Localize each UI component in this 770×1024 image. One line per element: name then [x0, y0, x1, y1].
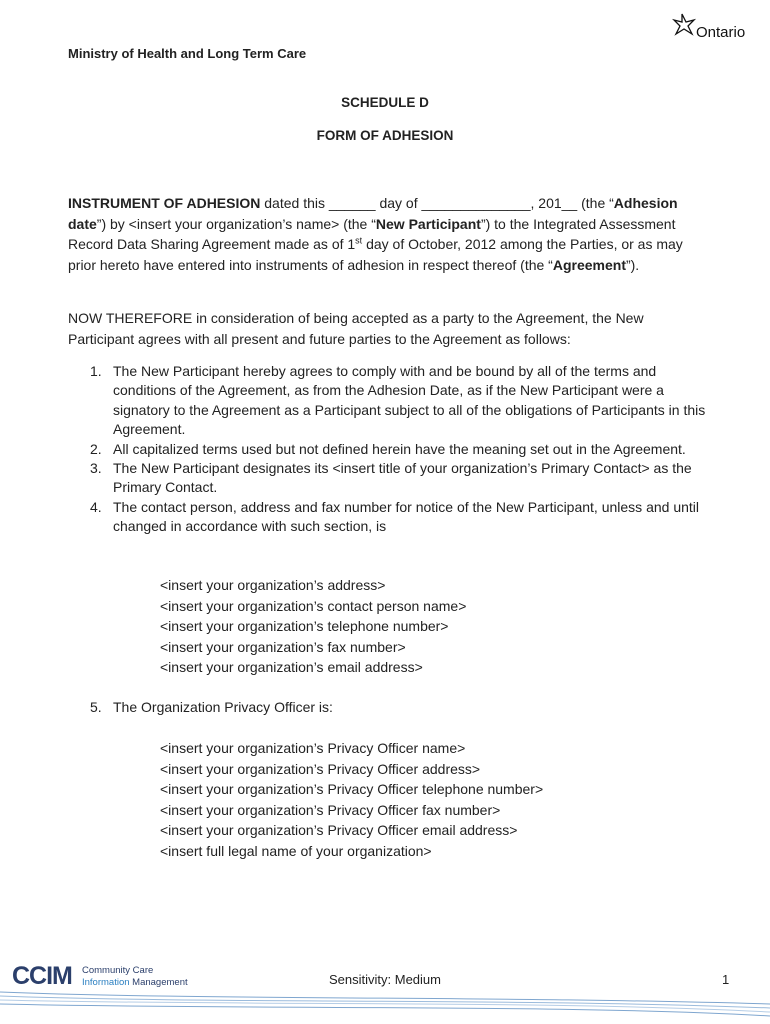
placeholder-line: <insert your organization’s Privacy Officer fax number>	[160, 801, 501, 818]
text-run: ”) to the Integrated Assessment Record Data Sharing Agreement made as of 1	[68, 215, 676, 253]
terms-list-continued	[68, 698, 708, 717]
list-text: All capitalized terms used but not defined herein have the meaning set out in the Agreement.	[113, 440, 686, 457]
ccim-logo-letters: CCIM	[12, 962, 72, 990]
list-item	[68, 498, 708, 537]
ccim-logo-information: Information	[82, 977, 130, 988]
trillium-icon	[672, 12, 698, 40]
list-number: 2.	[90, 440, 102, 457]
form-title: FORM OF ADHESION	[316, 128, 454, 143]
placeholder-line: <insert full legal name of your organization>	[160, 842, 432, 859]
instrument-heading: INSTRUMENT OF ADHESION	[68, 195, 261, 211]
text-run: ”).	[625, 256, 640, 273]
text-run: dated this ______ day of ______________, 201__ (the “	[260, 195, 614, 211]
defined-term-adhesion-date: Adhesion date	[68, 195, 678, 232]
ordinal-suffix: st	[355, 235, 363, 246]
placeholder-line: <insert your organization’s fax number>	[160, 638, 406, 655]
defined-term-new-participant: New Participant	[375, 215, 481, 232]
ministry-header: Ministry of Health and Long Term Care	[68, 46, 307, 61]
list-item	[68, 459, 708, 498]
ccim-logo-management: Management	[129, 977, 188, 988]
instrument-paragraph	[68, 193, 708, 275]
list-text: The contact person, address and fax number for notice of the New Participant, unless and until changed in accordance with such section, is	[113, 498, 699, 535]
placeholder-line: <insert your organization’s telephone number>	[160, 618, 449, 635]
terms-list	[68, 362, 708, 537]
placeholder-line: <insert your organization’s Privacy Officer email address>	[160, 822, 518, 839]
ontario-logo-text: Ontario	[696, 24, 746, 41]
list-number: 1.	[90, 363, 102, 379]
defined-term-agreement: Agreement	[552, 256, 626, 273]
sensitivity-label: Sensitivity: Medium	[329, 972, 441, 987]
schedule-title: SCHEDULE D	[341, 95, 429, 110]
list-item	[68, 698, 708, 717]
contact-placeholder-block	[160, 575, 466, 678]
placeholder-line: <insert your organization’s contact person name>	[160, 597, 467, 614]
placeholder-line: <insert your organization’s address>	[160, 577, 386, 593]
text-run: day of October, 2012 among the Parties, or as may prior hereto have entered into instruments of adhesion in respect thereof (the “	[68, 236, 683, 273]
list-text: The New Participant hereby agrees to comply with and be bound by all of the terms and conditions of the Agreement, as from the Adhesion Date, as if the New Participant were a signatory to the Agreement as a Participant subject to all of the obligations of Participants in this Agreement.	[113, 363, 706, 438]
ontario-logo	[672, 12, 754, 42]
text-run: ”) by <insert your organization’s name> (the “	[96, 215, 376, 232]
list-number: 5.	[90, 699, 102, 715]
now-therefore-paragraph: NOW THEREFORE in consideration of being accepted as a party to the Agreement, the New Participant agrees with all present and future parties to the Agreement as follows:	[68, 310, 644, 347]
list-item	[68, 440, 708, 459]
list-number: 4.	[90, 498, 102, 515]
list-item	[68, 362, 708, 440]
placeholder-line: <insert your organization’s Privacy Officer address>	[160, 760, 481, 777]
placeholder-line: <insert your organization’s Privacy Officer name>	[160, 740, 466, 756]
list-text: The Organization Privacy Officer is:	[113, 699, 333, 715]
list-number: 3.	[90, 460, 102, 477]
placeholder-line: <insert your organization’s email address>	[160, 659, 423, 676]
placeholder-line: <insert your organization’s Privacy Officer telephone number>	[160, 781, 544, 798]
page-number: 1	[722, 972, 730, 987]
list-text: The New Participant designates its <insert title of your organization’s Primary Contact> as the Primary Contact.	[113, 460, 692, 496]
privacy-officer-placeholder-block	[160, 738, 543, 862]
ccim-logo-line1: Community Care	[82, 965, 154, 976]
